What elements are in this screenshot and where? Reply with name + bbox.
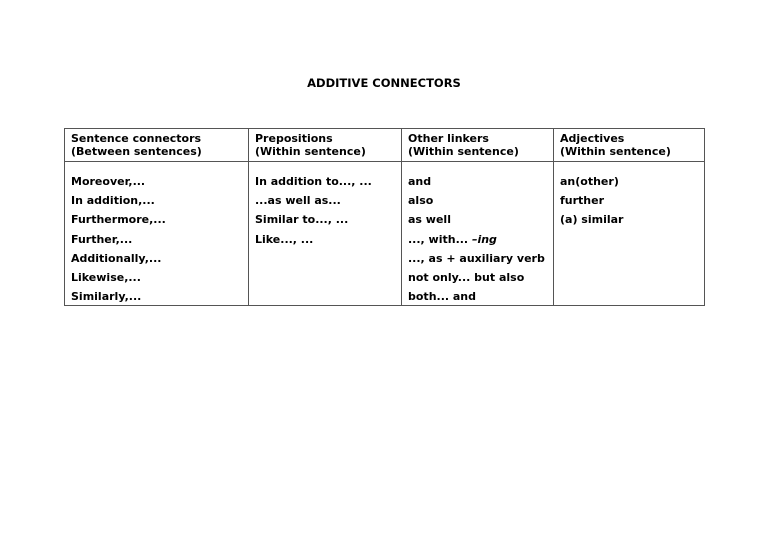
column-header — [554, 129, 704, 162]
column-header-subtitle: (Between sentences) — [71, 145, 202, 158]
column-body — [402, 162, 553, 306]
table-cell — [408, 230, 553, 249]
table-cell: In addition to..., ... — [255, 175, 372, 188]
page-title: ADDITIVE CONNECTORS — [307, 76, 461, 90]
table-cell: Similarly,... — [71, 290, 142, 304]
column-header — [65, 129, 248, 162]
cell-suffix-ing: –ing — [468, 232, 497, 246]
table-cell: not only... but also — [408, 271, 525, 285]
table-cell: In addition,... — [71, 194, 155, 208]
table-cell: further — [560, 194, 605, 208]
column-header-title: Prepositions — [255, 132, 333, 145]
column-header-title: Other linkers — [408, 132, 489, 145]
table-cell: Similar to..., ... — [255, 213, 349, 227]
column-header-title: Sentence connectors — [71, 132, 202, 145]
column-header-subtitle: (Within sentence) — [408, 145, 519, 158]
table-cell: ..., as + auxiliary verb — [408, 251, 545, 265]
column-other-linkers — [401, 129, 553, 305]
column-header — [402, 129, 553, 162]
column-prepositions — [248, 129, 401, 305]
table-cell: an(other) — [560, 175, 619, 188]
column-header-subtitle: (Within sentence) — [560, 145, 671, 158]
table-cell: Further,... — [71, 232, 133, 246]
table-cell: Furthermore,... — [71, 213, 166, 227]
column-header — [249, 129, 401, 162]
table-cell: also — [408, 194, 434, 208]
table-cell: as well — [408, 213, 451, 227]
column-header-title: Adjectives — [560, 132, 625, 145]
table-cell: Additionally,... — [71, 251, 162, 265]
column-adjectives — [553, 129, 704, 305]
table-cell: both... and — [408, 290, 477, 304]
cell-text: ..., with... — [408, 232, 469, 246]
column-header-subtitle: (Within sentence) — [255, 145, 366, 158]
table-cell: Moreover,... — [71, 175, 146, 188]
column-sentence-connectors — [65, 129, 248, 305]
table-cell: (a) similar — [560, 213, 624, 227]
table-cell: and — [408, 175, 432, 188]
connectors-table — [64, 128, 705, 306]
table-cell: ...as well as... — [255, 194, 341, 208]
column-body — [249, 162, 401, 249]
column-body — [65, 162, 248, 306]
column-body — [554, 162, 704, 230]
table-cell: Likewise,... — [71, 271, 141, 285]
table-cell: Like..., ... — [255, 232, 314, 246]
